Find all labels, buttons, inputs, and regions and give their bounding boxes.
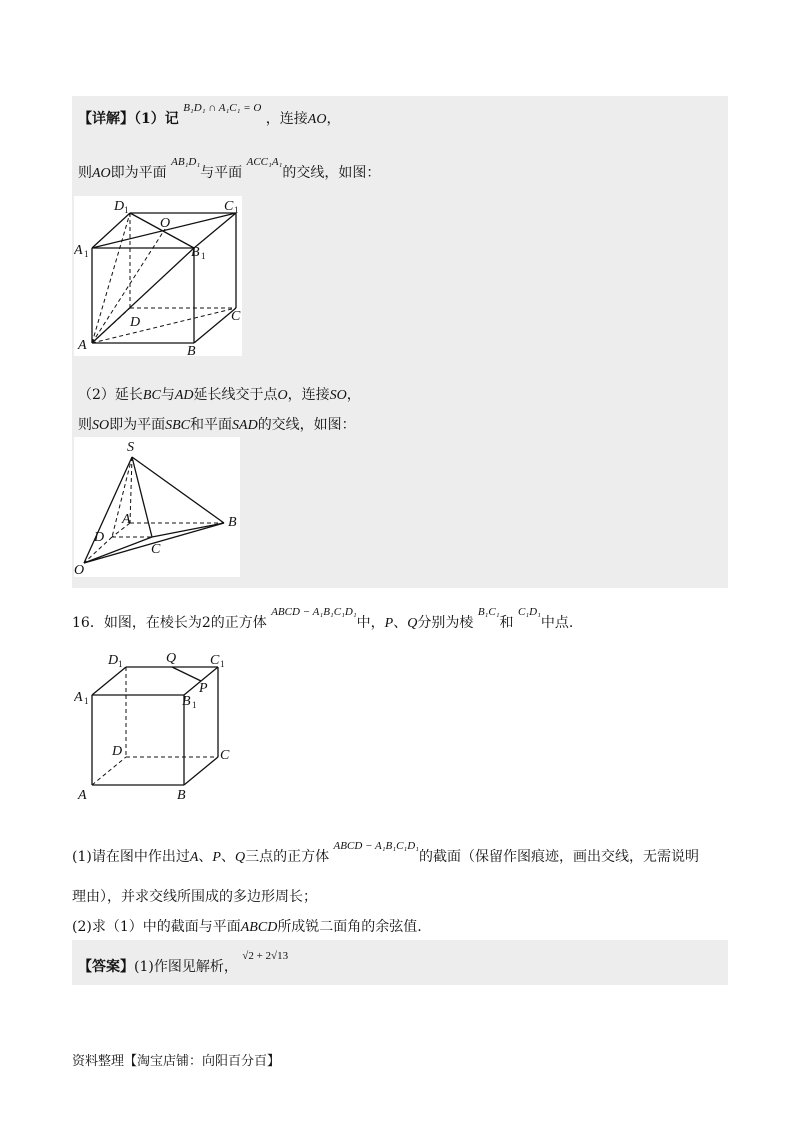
label-c: C <box>151 542 161 557</box>
answer-value: √2 + 2√13 <box>242 950 289 962</box>
solution-line-4: 则SO即为平面SBC和平面SAD的交线，如图： <box>78 417 356 433</box>
label-q: Q <box>166 651 177 666</box>
label-b: B <box>228 515 237 530</box>
cube-name-2: ABCD − A₁B₁C₁D₁ <box>333 840 420 852</box>
svg-text:1: 1 <box>84 249 89 259</box>
figure-cube-pq <box>74 645 244 805</box>
solution-line-3: （2）延长BC与AD延长线交于点O，连接SO， <box>78 387 361 403</box>
svg-text:1: 1 <box>234 205 239 215</box>
label-a1: A <box>74 243 83 258</box>
figure-pyramid <box>74 437 240 577</box>
label-d1: D <box>108 653 119 668</box>
label-o: O <box>74 563 85 577</box>
formula-intersection: B₁D₁ ∩ A₁C₁ = O <box>183 102 262 114</box>
plane-ab1d1: AB₁D₁ <box>171 156 201 168</box>
label-d: D <box>130 315 141 330</box>
label-b: B <box>187 344 196 356</box>
solution-line-2: 则AO即为平面 $^{AB_1D_1}$与平面 $^{ACC_1A_1}$的交线，如图： <box>78 156 381 181</box>
plane-acc1a1: ACC₁A₁ <box>246 156 283 168</box>
label-a: A <box>78 338 87 353</box>
label-a1: A <box>74 690 83 705</box>
edge-b1c1: B₁C₁ <box>477 606 500 618</box>
answer-line: 【答案】(1)作图见解析， $^{√2 + 2√13}$ <box>78 950 289 975</box>
label-a: A <box>78 788 87 803</box>
question-2: (2)求（1）中的截面与平面ABCD所成锐二面角的余弦值. <box>72 919 422 935</box>
svg-text:1: 1 <box>220 659 225 669</box>
label-p: P <box>199 681 208 696</box>
label-o: O <box>160 216 171 231</box>
label-b: B <box>177 788 186 803</box>
edge-c1d1: C₁D₁ <box>517 606 541 618</box>
label-s: S <box>127 440 134 455</box>
label-d: D <box>112 744 123 759</box>
svg-text:1: 1 <box>201 251 206 261</box>
label-c1: C <box>210 653 220 668</box>
svg-text:1: 1 <box>124 205 129 215</box>
cube-name: ABCD − A₁B₁C₁D₁ <box>271 606 357 618</box>
figure-cube-section <box>74 196 242 356</box>
label-c: C <box>231 309 241 324</box>
svg-text:1: 1 <box>192 700 197 710</box>
label-a: A <box>122 512 131 527</box>
svg-text:1: 1 <box>84 696 89 706</box>
problem-16-statement: 16．如图，在棱长为2的正方体 $^{ABCD - A_1B_1C_1D_1}$中，P、Q分别为棱 $^{B_1C_1}$和 $^{C_1D_1}$中点. <box>72 606 574 631</box>
label-b1: B <box>191 245 200 260</box>
question-1-continued: 理由），并求交线所围成的多边形周长； <box>72 889 317 905</box>
question-1: (1)请在图中作出过A、P、Q三点的正方体 $^{ABCD - A_1B_1C_1D_1}$的截面（保留作图痕迹，画出交线，无需说明 <box>72 840 700 865</box>
label-d: D <box>94 530 105 545</box>
label-d1: D <box>114 199 125 214</box>
solution-line-1: 【详解】（1）记 $^{B_1D_1 \cap A_1C_1 = O}$ ，连接AO， <box>78 102 341 127</box>
label-c: C <box>220 748 230 763</box>
footer-note: 资料整理【淘宝店铺：向阳百分百】 <box>72 1054 281 1069</box>
label-b1: B <box>182 694 191 709</box>
svg-text:1: 1 <box>118 659 123 669</box>
label-c1: C <box>224 199 234 214</box>
